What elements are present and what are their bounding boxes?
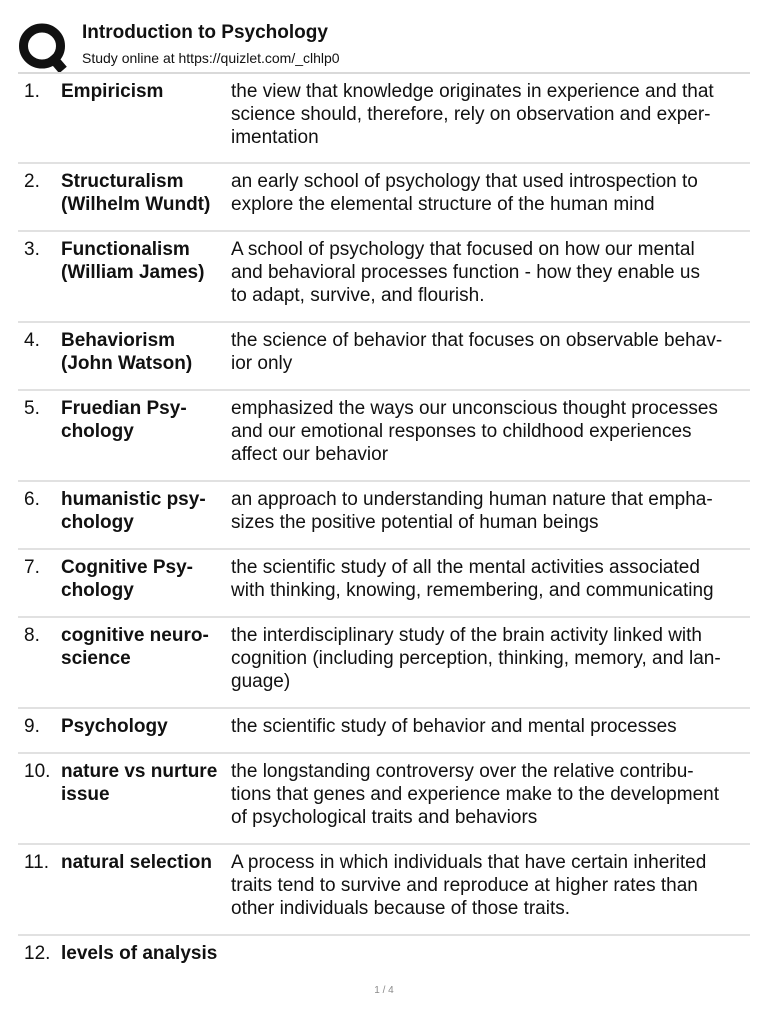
- term-label: [61, 170, 229, 216]
- term-definition: [231, 329, 750, 375]
- definition-line: traits tend to survive and reproduce at higher rates than: [231, 875, 698, 896]
- term-label: [61, 760, 229, 806]
- term-row: [18, 74, 750, 164]
- term-line: cognitive neuro-: [61, 625, 209, 646]
- term-definition: [231, 760, 750, 829]
- term-number: 7.: [24, 557, 40, 578]
- term-label: [61, 238, 229, 284]
- term-row: [18, 936, 750, 986]
- definition-line: ior only: [231, 353, 293, 374]
- definition-line: the scientific study of all the mental activities associated: [231, 557, 700, 578]
- term-number: 3.: [24, 239, 40, 260]
- definition-line: A process in which individuals that have certain inherited: [231, 852, 707, 873]
- quizlet-logo-icon: [18, 20, 72, 74]
- term-definition: [231, 488, 750, 534]
- definition-line: the scientific study of behavior and mental processes: [231, 716, 677, 737]
- term-line: nature vs nurture: [61, 761, 218, 782]
- term-number: 2.: [24, 171, 40, 192]
- term-number: 4.: [24, 330, 40, 351]
- definition-line: the science of behavior that focuses on observable behav-: [231, 330, 723, 351]
- definition-line: affect our behavior: [231, 444, 389, 465]
- term-label: [61, 80, 229, 103]
- term-label: [61, 624, 229, 670]
- term-line: levels of analysis: [61, 943, 218, 964]
- definition-line: an approach to understanding human nature that empha-: [231, 489, 713, 510]
- definition-line: science should, therefore, rely on observation and exper-: [231, 104, 711, 125]
- term-label: [61, 488, 229, 534]
- study-link[interactable]: Study online at https://quizlet.com/_clhlp0: [82, 50, 340, 66]
- term-definition: [231, 238, 750, 307]
- term-line: Functionalism: [61, 239, 190, 260]
- term-number: 12.: [24, 943, 51, 964]
- term-line: science: [61, 648, 131, 669]
- term-line: chology: [61, 580, 134, 601]
- term-line: (Wilhelm Wundt): [61, 194, 211, 215]
- term-number: 9.: [24, 716, 40, 737]
- term-row: [18, 482, 750, 550]
- page-indicator: 1 / 4: [374, 985, 394, 996]
- term-row: [18, 709, 750, 754]
- term-line: issue: [61, 784, 110, 805]
- term-line: humanistic psy-: [61, 489, 206, 510]
- definition-line: cognition (including perception, thinking, memory, and lan-: [231, 648, 721, 669]
- term-list: [18, 74, 750, 986]
- term-row: [18, 618, 750, 709]
- term-line: Empiricism: [61, 81, 164, 102]
- term-definition: [231, 397, 750, 466]
- term-definition: [231, 80, 750, 149]
- definition-line: an early school of psychology that used introspection to: [231, 171, 698, 192]
- term-row: [18, 550, 750, 618]
- definition-line: of psychological traits and behaviors: [231, 807, 538, 828]
- definition-line: and behavioral processes function - how they enable us: [231, 262, 700, 283]
- term-line: Psychology: [61, 716, 168, 737]
- term-definition: [231, 715, 750, 738]
- definition-line: the longstanding controversy over the relative contribu-: [231, 761, 694, 782]
- term-line: Structuralism: [61, 171, 184, 192]
- definition-line: the interdisciplinary study of the brain activity linked with: [231, 625, 703, 646]
- term-line: Cognitive Psy-: [61, 557, 193, 578]
- term-row: [18, 391, 750, 482]
- term-label: [61, 556, 229, 602]
- definition-line: guage): [231, 671, 291, 692]
- term-number: 10.: [24, 761, 51, 782]
- definition-line: imentation: [231, 127, 319, 148]
- term-number: 1.: [24, 81, 40, 102]
- term-row: [18, 754, 750, 845]
- term-row: [18, 232, 750, 323]
- term-definition: [231, 851, 750, 920]
- term-label: [61, 329, 229, 375]
- term-definition: [231, 624, 750, 693]
- term-number: 5.: [24, 398, 40, 419]
- term-label: [61, 851, 229, 874]
- term-number: 6.: [24, 489, 40, 510]
- term-row: [18, 323, 750, 391]
- term-label: [61, 942, 229, 965]
- definition-line: tions that genes and experience make to the development: [231, 784, 719, 805]
- definition-line: the view that knowledge originates in experience and that: [231, 81, 714, 102]
- term-number: 11.: [24, 852, 50, 873]
- term-number: 8.: [24, 625, 40, 646]
- term-line: (John Watson): [61, 353, 193, 374]
- definition-line: sizes the positive potential of human beings: [231, 512, 599, 533]
- term-line: chology: [61, 421, 134, 442]
- term-line: natural selection: [61, 852, 212, 873]
- term-row: [18, 845, 750, 936]
- term-line: (William James): [61, 262, 205, 283]
- definition-line: to adapt, survive, and flourish.: [231, 285, 485, 306]
- definition-line: with thinking, knowing, remembering, and communicating: [231, 580, 714, 601]
- page-title: Introduction to Psychology: [82, 22, 328, 43]
- term-line: chology: [61, 512, 134, 533]
- definition-line: A school of psychology that focused on how our mental: [231, 239, 695, 260]
- definition-line: and our emotional responses to childhood experiences: [231, 421, 692, 442]
- definition-line: explore the elemental structure of the human mind: [231, 194, 655, 215]
- term-definition: [231, 170, 750, 216]
- definition-line: other individuals because of those traits.: [231, 898, 571, 919]
- term-label: [61, 715, 229, 738]
- term-row: [18, 164, 750, 232]
- term-label: [61, 397, 229, 443]
- definition-line: emphasized the ways our unconscious thought processes: [231, 398, 718, 419]
- page-header: [18, 18, 750, 72]
- term-line: Fruedian Psy-: [61, 398, 187, 419]
- term-line: Behaviorism: [61, 330, 176, 351]
- term-definition: [231, 556, 750, 602]
